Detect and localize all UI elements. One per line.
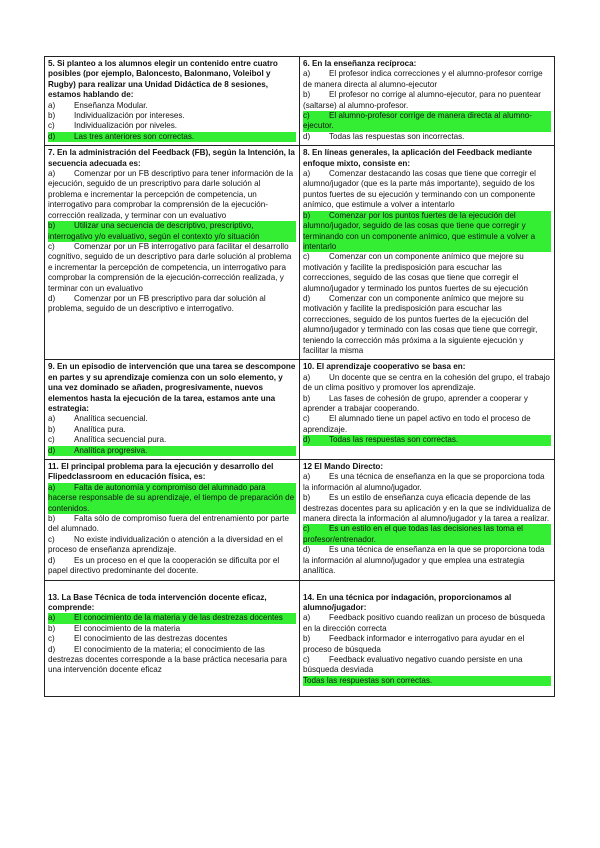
option-letter: a) [48, 100, 56, 110]
answer-option [303, 545, 551, 576]
option-text: Feedback evaluativo negativo cuando persiste en una búsqueda desviada [303, 654, 523, 675]
question-title [303, 148, 551, 169]
answer-option [48, 242, 296, 294]
option-text: El conocimiento de la materia y de las destrezas docentes [74, 613, 283, 623]
answer-option [303, 90, 551, 111]
table-row [45, 580, 555, 697]
option-letter: b) [303, 493, 311, 503]
option-letter: c) [48, 534, 55, 544]
answer-option [303, 373, 551, 394]
answer-option-correct [48, 132, 296, 142]
option-letter: c) [303, 654, 310, 664]
answer-option-correct [48, 446, 296, 456]
question-title [48, 59, 296, 101]
question-cell [300, 580, 555, 697]
answer-option-correct [48, 221, 296, 242]
answer-option-correct [303, 676, 551, 686]
option-text: Es un estilo en el que todas las decisiones las toma el profesor/entrenador. [303, 524, 523, 544]
option-text: El profesor indica correcciones y el alumno-profesor corrige de manera directa al alumno-ejecutor [303, 69, 543, 89]
table-row [45, 460, 555, 580]
question-number: 8. [303, 148, 310, 158]
option-letter: a) [48, 169, 56, 179]
option-letter: c) [48, 435, 55, 445]
option-text: Comenzar con un componente anímico que mejore su motivación y facilite la predisposición para escuchar las correcciones, seguido de las cosas que tiene que corregir el alumno/jugador y terminado los puntos fuertes de su ejecución [303, 252, 528, 293]
option-text: Enseñanza Modular. [74, 100, 148, 110]
option-text: Individualización por niveles. [74, 121, 178, 131]
question-text: En una técnica por indagación, proporcionamos al alumno/jugador: [303, 592, 512, 612]
answer-option [48, 414, 296, 424]
option-letter: b) [303, 90, 311, 100]
answer-option [48, 435, 296, 445]
question-cell [45, 460, 300, 580]
answer-option [48, 645, 296, 676]
answer-option [303, 655, 551, 676]
option-letter: d) [48, 555, 56, 565]
answer-option [303, 394, 551, 415]
option-letter: d) [48, 445, 56, 455]
option-text: Falta de autonomía y compromiso del alumnado para hacerse responsable de su aprendizaje, el tiempo de preparación de contenidos. [48, 482, 295, 513]
option-text: Comenzar por un FB descriptivo para tener información de la ejecución, seguido de un prescriptivo para darle solución al problema e incrementar la percepción de competencia, un interrogativo para comprobar la comprensión de la ejecución- corrección realizada, y terminar con un evaluativo [48, 169, 294, 220]
option-letter: c) [48, 241, 55, 251]
option-letter: d) [48, 293, 56, 303]
question-cell [45, 580, 300, 697]
answer-option [303, 169, 551, 211]
option-text: Comenzar por los puntos fuertes de la ejecución del alumno/jugador, seguido de las cosas que tiene que corregir y terminando con un componente anímico, que estimule a volver a intentarlo [303, 210, 536, 251]
answer-option-correct [303, 111, 551, 132]
option-letter: d) [303, 293, 311, 303]
option-letter: d) [303, 435, 311, 445]
answer-option [48, 425, 296, 435]
option-text: Feedback positivo cuando realizan un proceso de búsqueda en la dirección correcta [303, 613, 545, 633]
option-text: Comenzar por un FB interrogativo para facilitar el desarrollo cognitivo, seguido de un descriptivo para darle solución al problema e incrementar la percepción de competencia, un interrogativo para comprobar la comprensión de la ejecución-corrección realizada, y terminar con un evaluativo [48, 241, 292, 293]
question-title [48, 593, 296, 614]
answer-option [303, 414, 551, 435]
option-text: Analítica progresiva. [74, 445, 148, 455]
question-text: El aprendizaje cooperativo se basa en: [316, 362, 466, 372]
option-text: Individualización por intereses. [74, 111, 185, 121]
answer-option-correct [48, 483, 296, 514]
answer-option [48, 101, 296, 111]
question-title [303, 462, 551, 472]
option-letter: b) [48, 514, 56, 524]
answer-option [303, 472, 551, 493]
option-text: El conocimiento de la materia; el conocimiento de las destrezas docentes corresponde a la base práctica necesaria para una intervención docente eficaz [48, 644, 287, 675]
option-letter: b) [303, 393, 311, 403]
question-number: 6. [303, 59, 310, 68]
option-text: Falta sólo de compromiso fuera del entrenamiento por parte del alumnado. [48, 514, 290, 534]
answer-option [303, 634, 551, 655]
question-number: 5. [48, 59, 55, 68]
question-cell [45, 57, 300, 146]
option-text: Las fases de cohesión de grupo, aprender a cooperar y aprender a trabajar cooperando. [303, 393, 528, 413]
option-letter: a) [48, 613, 56, 623]
answer-option [48, 624, 296, 634]
option-letter: d) [48, 131, 56, 141]
option-text: Un docente que se centra en la cohesión del grupo, el trabajo de un clima positivo y promover los aprendizaje. [303, 372, 550, 393]
answer-option [303, 493, 551, 524]
option-text: Feedback informador e interrogativo para ayudar en el proceso de búsqueda [303, 634, 525, 654]
option-letter: c) [303, 524, 310, 534]
question-title [303, 362, 551, 372]
question-cell [300, 460, 555, 580]
answer-option [48, 556, 296, 577]
answer-option [48, 535, 296, 556]
answer-option-correct [303, 524, 551, 545]
answer-option [303, 252, 551, 294]
option-letter: a) [303, 69, 311, 79]
question-text: El principal problema para la ejecución y desarrollo del Flipedclassroom en educación física, es: [48, 462, 274, 482]
option-letter: b) [48, 111, 56, 121]
option-text: Analítica secuencial pura. [74, 435, 167, 445]
question-title [303, 59, 551, 69]
question-cell [45, 146, 300, 360]
question-number: 9. [48, 362, 55, 372]
answer-option [48, 634, 296, 644]
option-letter: b) [303, 210, 311, 220]
question-number: 12 [303, 462, 313, 472]
option-text: El alumno-profesor corrige de manera directa al alumno-ejecutor. [303, 111, 532, 131]
question-cell [300, 57, 555, 146]
option-letter: c) [303, 111, 310, 121]
answer-option-correct [48, 613, 296, 623]
question-cell [300, 360, 555, 460]
question-title [48, 362, 296, 414]
option-text: Comenzar con un componente anímico que mejore su motivación y facilite la predisposición para escuchar las correcciones, seguido de los puntos fuertes de la ejecución del alumno/jugador y terminado con las cosas que tiene que corregir, teniendo la corrección más próxima a la siguiente ejecución y facilitar la misma [303, 293, 538, 355]
table-row [45, 360, 555, 460]
quiz-table [44, 56, 555, 697]
question-text: El Mando Directo: [314, 462, 384, 472]
option-letter: d) [303, 131, 311, 141]
option-letter: d) [48, 644, 56, 654]
question-number: 14. [303, 592, 315, 602]
option-text: Analítica secuencial. [74, 414, 148, 424]
option-letter: a) [303, 372, 311, 382]
question-text: Si planteo a los alumnos elegir un contenido entre cuatro posibles (por ejemplo, Baloncesto, Balonmano, Voleibol y Rugby) para realizar una Unidad Didáctica de 8 sesiones, estamos hablando de: [48, 59, 278, 100]
question-number: 10. [303, 362, 315, 372]
question-title [303, 593, 551, 614]
question-text: En la enseñanza recíproca: [312, 59, 417, 68]
answer-option [48, 169, 296, 221]
option-letter: b) [48, 424, 56, 434]
answer-option-correct [303, 435, 551, 445]
option-text: El alumnado tiene un papel activo en todo el proceso de aprendizaje. [303, 414, 531, 434]
answer-option [48, 514, 296, 535]
option-text: Es una técnica de enseñanza en la que se proporciona toda la información al alumno/jugador y que emplea una estrategia analítica. [303, 545, 545, 576]
answer-option-correct [303, 211, 551, 253]
option-text: Comenzar por un FB prescriptivo para dar solución al problema, seguido de un descriptivo e interrogativo. [48, 293, 266, 314]
option-text: Todas las respuestas son incorrectas. [329, 131, 465, 141]
option-letter: a) [48, 414, 56, 424]
option-letter: b) [303, 634, 311, 644]
option-text: El profesor no corrige al alumno-ejecutor, para no puentear (saltarse) al alumno-profesor. [303, 90, 541, 110]
option-letter: a) [303, 472, 311, 482]
answer-option [303, 69, 551, 90]
option-letter: c) [303, 414, 310, 424]
answer-option [303, 294, 551, 356]
option-text: El conocimiento de la materia [74, 623, 181, 633]
question-number: 13. [48, 592, 60, 602]
option-letter: d) [303, 545, 311, 555]
table-row [45, 146, 555, 360]
answer-option [48, 111, 296, 121]
option-text: Es un estilo de enseñanza cuya eficacia depende de las destrezas docentes para su aplicación y en la que se individualiza de manera directa la información al alumno/jugador y la tarea a realizar. [303, 493, 551, 524]
option-letter: a) [303, 169, 311, 179]
option-text: Comenzar destacando las cosas que tiene que corregir el alumno/jugador (que es la parte más importante), seguido de los puntos fuertes de su ejecución y terminando con un componente anímico, que estimule a volver a intentarlo [303, 169, 536, 210]
question-cell [45, 360, 300, 460]
question-number: 11. [48, 462, 59, 472]
question-title [48, 148, 296, 169]
question-text: En líneas generales, la aplicación del Feedback mediante enfoque mixto, consiste en: [303, 148, 532, 168]
table-row [45, 57, 555, 146]
answer-option [48, 294, 296, 315]
question-number: 7. [48, 148, 55, 158]
option-letter: c) [303, 252, 310, 262]
option-letter: b) [48, 623, 56, 633]
option-text: Las tres anteriores son correctas. [74, 131, 195, 141]
option-text: No existe individualización o atención a la diversidad en el proceso de enseñanza aprendizaje. [48, 534, 283, 555]
option-letter: a) [303, 613, 311, 623]
question-title [48, 462, 296, 483]
question-text: En un episodio de intervención que una tarea se descompone en partes y su aprendizaje comienza con un solo elemento, y una vez dominado se añaden, progresivamente, nuevos elementos hasta la ejecución de la tarea, estamos ante una estrategia: [48, 362, 296, 413]
option-text: El conocimiento de las destrezas docentes [74, 634, 228, 644]
question-text: La Base Técnica de toda intervención docente eficaz, comprende: [48, 592, 267, 612]
option-text: Todas las respuestas son correctas. [303, 675, 433, 685]
question-text: En la administración del Feedback (FB), según la Intención, la secuencia adecuada es: [48, 148, 295, 168]
option-letter: a) [48, 482, 56, 492]
option-text: Todas las respuestas son correctas. [329, 435, 459, 445]
option-text: Utilizar una secuencia de descriptivo, prescriptivo, interrogativo y/o evaluativo, según el contexto y/o situación [48, 221, 260, 241]
option-text: Es un proceso en el que la cooperación se dificulta por el papel directivo predominante del docente. [48, 555, 280, 576]
option-letter: c) [48, 634, 55, 644]
option-letter: c) [48, 121, 55, 131]
answer-option [303, 613, 551, 634]
answer-option [303, 132, 551, 142]
answer-option [48, 121, 296, 131]
question-cell [300, 146, 555, 360]
option-text: Analítica pura. [74, 424, 126, 434]
option-letter: b) [48, 221, 56, 231]
option-text: Es una técnica de enseñanza en la que se proporciona toda la información al alumno/jugador. [303, 472, 545, 492]
